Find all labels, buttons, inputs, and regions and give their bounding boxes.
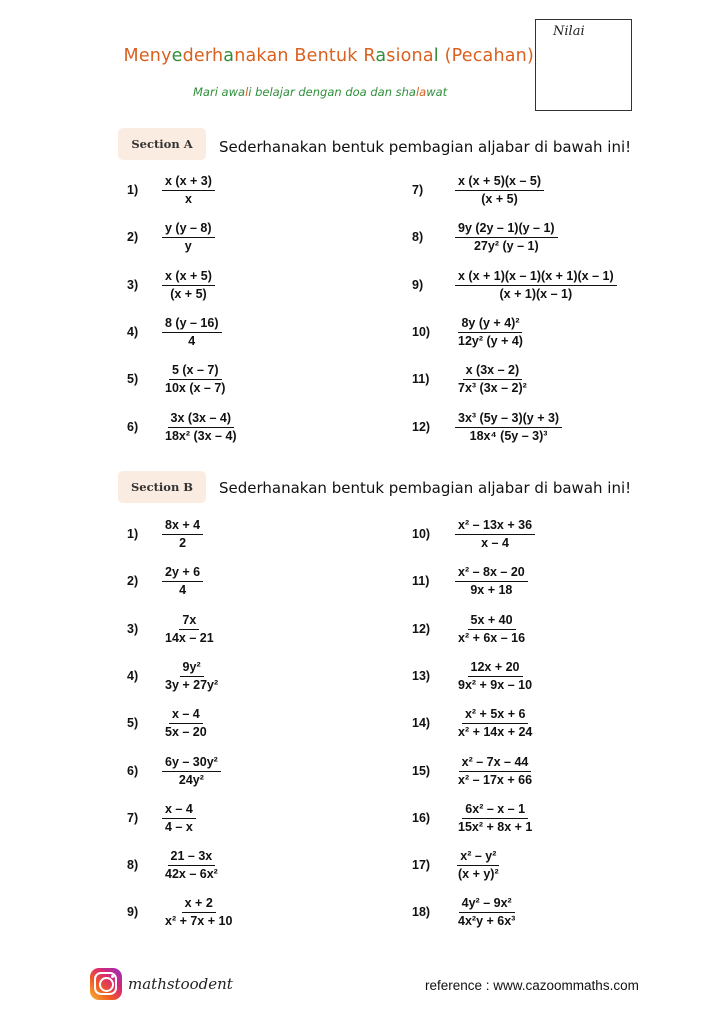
page-subtitle (193, 85, 447, 99)
title-segment: (Pecahan) (438, 46, 534, 66)
fraction (162, 565, 203, 597)
fraction-numerator: x + 2 (182, 896, 216, 912)
problem-number: 9) (127, 905, 139, 919)
subtitle-segment: l (245, 85, 249, 99)
fraction-numerator: 9y (2y – 1)(y – 1) (455, 221, 558, 237)
title-segment: derh (182, 46, 224, 66)
problem-number: 12) (412, 420, 431, 434)
problem-item (412, 172, 544, 208)
title-segment: Meny (123, 46, 172, 66)
fraction-denominator: 3y + 27y² (165, 677, 219, 692)
problem-item (127, 800, 196, 836)
problem-item (412, 705, 535, 741)
title-segment: a (223, 46, 235, 66)
problem-item (127, 314, 222, 350)
score-label: Nilai (553, 24, 585, 39)
problem-item (412, 314, 526, 350)
problem-number: 8) (412, 230, 424, 244)
fraction-numerator: 5x + 40 (468, 613, 516, 629)
problem-item (127, 658, 221, 694)
fraction (162, 660, 221, 692)
problem-item (412, 563, 528, 599)
title-segment: l (433, 46, 439, 66)
problem-number: 11) (412, 372, 430, 386)
subtitle-segment: i belajar dengan doa dan sha (248, 85, 416, 99)
fraction (455, 896, 518, 928)
fraction-numerator: 8 (y – 16) (162, 316, 222, 332)
fraction-denominator: 42x – 6x² (165, 866, 218, 881)
fraction-denominator: y (184, 238, 192, 253)
section-a-instruction: Sederhanakan bentuk pembagian aljabar di bawah ini! (219, 138, 632, 156)
subtitle-segment: wat (426, 85, 448, 99)
fraction-denominator: 27y² (y – 1) (473, 238, 539, 253)
problem-item (127, 894, 235, 930)
problem-item (127, 267, 215, 303)
footer-reference: reference : www.cazoommaths.com (425, 978, 639, 993)
problem-number: 2) (127, 230, 139, 244)
fraction (455, 802, 535, 834)
instagram-icon (90, 968, 122, 1000)
problem-number: 17) (412, 858, 431, 872)
problem-item (127, 409, 240, 445)
fraction (162, 802, 196, 834)
fraction (455, 849, 502, 881)
subtitle-segment: la (415, 85, 427, 99)
fraction (455, 174, 544, 206)
fraction-numerator: 4y² – 9x² (459, 896, 515, 912)
fraction-denominator: (x + 5) (170, 286, 207, 301)
fraction-denominator: 12y² (y + 4) (458, 333, 523, 348)
fraction (162, 849, 221, 881)
problem-number: 3) (127, 278, 139, 292)
fraction (455, 316, 526, 348)
problem-item (412, 611, 528, 647)
fraction (455, 411, 562, 443)
fraction-denominator: 4 (179, 582, 187, 597)
fraction (455, 363, 530, 395)
fraction-numerator: x² + 5x + 6 (462, 707, 528, 723)
fraction-denominator: 9x + 18 (470, 582, 513, 597)
fraction (162, 613, 217, 645)
fraction-numerator: 3x³ (5y – 3)(y + 3) (455, 411, 562, 427)
fraction (162, 316, 222, 348)
problem-number: 14) (412, 716, 431, 730)
fraction-numerator: x² – y² (457, 849, 499, 865)
page-title (0, 46, 534, 66)
fraction (162, 411, 240, 443)
fraction-denominator: 4 – x (165, 819, 193, 834)
fraction-denominator: 9x² + 9x – 10 (458, 677, 533, 692)
fraction-numerator: 5 (x – 7) (169, 363, 222, 379)
fraction (162, 518, 203, 550)
fraction (455, 565, 528, 597)
fraction-denominator: (x + y)² (458, 866, 499, 881)
fraction-denominator: x² – 17x + 66 (458, 772, 533, 787)
fraction-denominator: 18x⁴ (5y – 3)³ (469, 428, 548, 443)
subtitle-segment: Mari awa (193, 85, 246, 99)
fraction-numerator: 7x (179, 613, 199, 629)
problem-item (412, 800, 535, 836)
problem-number: 6) (127, 420, 139, 434)
fraction-denominator: 2 (179, 535, 187, 550)
fraction-numerator: x² – 7x – 44 (459, 755, 532, 771)
fraction-denominator: x² + 7x + 10 (165, 913, 233, 928)
problem-item (127, 361, 228, 397)
fraction-denominator: 10x (x – 7) (165, 380, 226, 395)
fraction-numerator: x (x + 1)(x – 1)(x + 1)(x – 1) (455, 269, 617, 285)
fraction-numerator: x – 4 (162, 802, 196, 818)
footer-brand: mathstoodent (128, 975, 233, 993)
score-box (535, 19, 632, 111)
problem-number: 5) (127, 372, 139, 386)
problem-item (127, 563, 203, 599)
problem-number: 9) (412, 278, 424, 292)
fraction-numerator: 6x² – x – 1 (462, 802, 528, 818)
fraction-numerator: 2y + 6 (162, 565, 203, 581)
fraction-numerator: y (y – 8) (162, 221, 215, 237)
fraction-denominator: 15x² + 8x + 1 (458, 819, 533, 834)
fraction-numerator: x² – 8x – 20 (455, 565, 528, 581)
fraction (162, 269, 215, 301)
title-segment: a (375, 46, 387, 66)
fraction-numerator: 8y (y + 4)² (458, 316, 522, 332)
problem-item (412, 847, 502, 883)
problem-number: 12) (412, 622, 431, 636)
problem-number: 8) (127, 858, 139, 872)
problem-number: 7) (412, 183, 424, 197)
problem-item (127, 753, 221, 789)
problem-number: 3) (127, 622, 139, 636)
problem-number: 1) (127, 183, 139, 197)
fraction (162, 174, 215, 206)
fraction (455, 660, 535, 692)
problem-number: 4) (127, 325, 139, 339)
fraction-numerator: 6y – 30y² (162, 755, 221, 771)
fraction-numerator: x (x + 5)(x – 5) (455, 174, 544, 190)
fraction (162, 221, 215, 253)
problem-item (412, 658, 535, 694)
problem-item (412, 894, 518, 930)
fraction-denominator: 5x – 20 (165, 724, 207, 739)
fraction (455, 707, 535, 739)
fraction-numerator: 3x (3x – 4) (168, 411, 234, 427)
problem-item (412, 753, 535, 789)
fraction-denominator: 18x² (3x – 4) (165, 428, 237, 443)
fraction-numerator: x – 4 (169, 707, 203, 723)
problem-number: 16) (412, 811, 431, 825)
fraction-numerator: x (x + 5) (162, 269, 215, 285)
problem-item (412, 409, 562, 445)
section-b-instruction: Sederhanakan bentuk pembagian aljabar di bawah ini! (219, 479, 632, 497)
fraction-numerator: 21 – 3x (168, 849, 216, 865)
problem-item (127, 516, 203, 552)
problem-number: 13) (412, 669, 431, 683)
fraction (455, 269, 617, 301)
fraction (162, 896, 235, 928)
problem-item (127, 847, 221, 883)
fraction-numerator: 8x + 4 (162, 518, 203, 534)
fraction (162, 755, 221, 787)
fraction-denominator: x² + 6x – 16 (458, 630, 526, 645)
title-segment: nakan Bentuk R (234, 46, 376, 66)
problem-item (412, 516, 535, 552)
fraction-denominator: 4 (188, 333, 196, 348)
problem-item (127, 705, 210, 741)
fraction-denominator: (x + 5) (481, 191, 518, 206)
problem-number: 4) (127, 669, 139, 683)
fraction-denominator: (x + 1)(x – 1) (499, 286, 573, 301)
title-segment: e (171, 46, 183, 66)
problem-item (412, 267, 617, 303)
fraction (162, 363, 228, 395)
problem-number: 11) (412, 574, 430, 588)
fraction-denominator: 7x³ (3x – 2)² (458, 380, 527, 395)
fraction (455, 518, 535, 550)
problem-item (127, 172, 215, 208)
problem-number: 10) (412, 325, 431, 339)
title-segment: siona (386, 46, 434, 66)
fraction-numerator: x² – 13x + 36 (455, 518, 535, 534)
problem-item (127, 219, 215, 255)
fraction-denominator: 24y² (178, 772, 204, 787)
problem-number: 1) (127, 527, 139, 541)
fraction-denominator: x – 4 (481, 535, 509, 550)
fraction-numerator: x (x + 3) (162, 174, 215, 190)
fraction-denominator: x (184, 191, 192, 206)
problem-number: 7) (127, 811, 139, 825)
problem-number: 15) (412, 764, 431, 778)
problem-item (412, 219, 558, 255)
problem-item (412, 361, 530, 397)
section-a-tag: Section A (118, 128, 206, 160)
problem-number: 10) (412, 527, 431, 541)
fraction-denominator: 4x²y + 6x³ (458, 913, 516, 928)
problem-item (127, 611, 217, 647)
fraction-numerator: 9y² (180, 660, 204, 676)
fraction (455, 221, 558, 253)
fraction-numerator: x (3x – 2) (463, 363, 523, 379)
fraction-numerator: 12x + 20 (468, 660, 523, 676)
problem-number: 6) (127, 764, 139, 778)
section-b-tag: Section B (118, 471, 206, 503)
problem-number: 5) (127, 716, 139, 730)
fraction-denominator: x² + 14x + 24 (458, 724, 533, 739)
fraction (455, 755, 535, 787)
problem-number: 18) (412, 905, 431, 919)
fraction (455, 613, 528, 645)
fraction (162, 707, 210, 739)
problem-number: 2) (127, 574, 139, 588)
fraction-denominator: 14x – 21 (165, 630, 214, 645)
